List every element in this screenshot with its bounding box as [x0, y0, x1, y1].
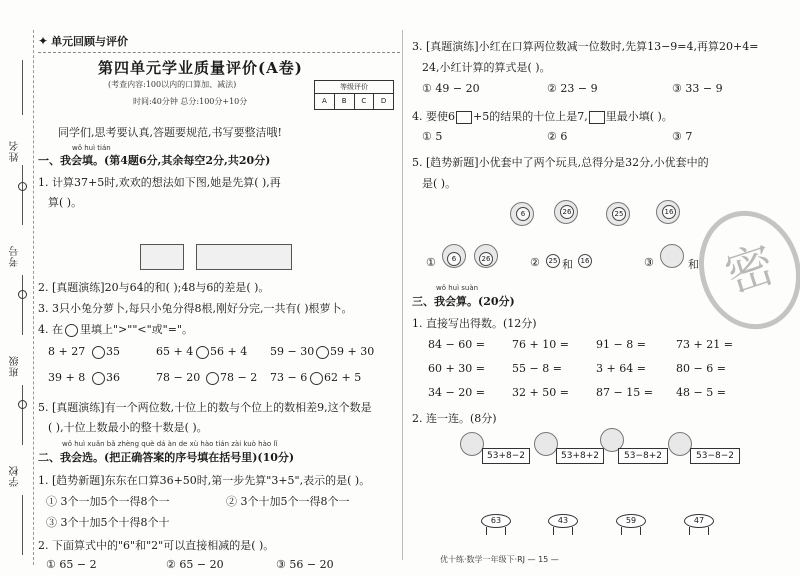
stool-target[interactable]: 47: [684, 514, 714, 528]
p2-q2[interactable]: 2. 下面算式中的"6"和"2"可以直接相减的是( )。: [38, 539, 275, 552]
stool-target[interactable]: 63: [481, 514, 511, 528]
binding-strip: [0, 0, 30, 575]
score-ball: 26: [560, 205, 574, 219]
equation[interactable]: 73 + 21 =: [676, 338, 733, 351]
pinyin: wǒ huì xuǎn bǎ zhèng què dá àn de xù hào tián zài kuò hào lǐ: [62, 440, 278, 448]
page-subtitle: (考查内容:100以内的口算加、减法): [108, 80, 237, 89]
equation[interactable]: 84 − 60 =: [428, 338, 485, 351]
star-icon: ✦: [38, 34, 49, 48]
p2-q2-option-3[interactable]: ③ 56 − 20: [276, 558, 334, 571]
r-q5-line-a[interactable]: 5. [趋势新题]小优套中了两个玩具,总得分是32分,小优套中的: [412, 156, 709, 169]
stool-leg: [640, 527, 641, 535]
stool-leg: [505, 527, 506, 535]
score-ball: 16: [578, 254, 592, 268]
equation[interactable]: 48 − 5 =: [676, 386, 726, 399]
stool-leg: [689, 527, 690, 535]
p2-q1-option-1[interactable]: ① 3个一加5个一得8个一: [46, 495, 170, 508]
box-blank[interactable]: [456, 111, 472, 124]
r-q5-option-1[interactable]: ①: [426, 256, 436, 269]
animal-picture: [534, 432, 558, 456]
equation[interactable]: 91 − 8 =: [596, 338, 646, 351]
cut-line: [33, 30, 34, 565]
margin-line: [22, 165, 23, 225]
score-ball: 16: [662, 205, 676, 219]
p2-q1[interactable]: 1. [趋势新题]东东在口算36+50时,第一步先算"3+5",表示的是( )。: [38, 474, 371, 487]
q4-line: 4. 在 里填上">""<"或"="。: [38, 323, 194, 336]
compare-circle[interactable]: [92, 346, 105, 359]
p2-q1-option-2[interactable]: ② 3个十加5个一得8个一: [226, 495, 350, 508]
divider: [38, 52, 400, 53]
r-q5-option-2[interactable]: ②: [530, 256, 540, 269]
box-blank[interactable]: [589, 111, 605, 124]
expression-card[interactable]: 53−8+2: [618, 448, 668, 464]
pinyin: wǒ huì tián: [72, 144, 111, 152]
r-q4-option-2[interactable]: ② 6: [547, 130, 568, 143]
compare-circle[interactable]: [310, 372, 323, 385]
stool-target[interactable]: 43: [548, 514, 578, 528]
equation[interactable]: 60 + 30 =: [428, 362, 485, 375]
p3-q1: 1. 直接写出得数。(12分): [412, 317, 537, 330]
time-info: 时间:40分钟 总分:100分+10分: [133, 97, 248, 106]
score-ball: 26: [479, 252, 493, 266]
r-q3-option-2[interactable]: ② 23 − 9: [547, 82, 598, 95]
margin-line: [22, 275, 23, 335]
toy-picture: [660, 244, 684, 268]
grade-cell-d[interactable]: D: [380, 97, 387, 105]
binding-ring: [18, 400, 27, 409]
r-q5-line-b[interactable]: 是( )。: [422, 177, 457, 190]
grade-cell-c[interactable]: C: [355, 94, 375, 110]
class-label: 班级: [10, 355, 21, 377]
section-tag: [38, 32, 128, 50]
part3-heading: 三、我会算。(20分): [412, 295, 515, 308]
animal-picture: [460, 432, 484, 456]
score-ball: 25: [546, 254, 560, 268]
stool-leg: [708, 527, 709, 535]
p2-q1-option-3[interactable]: ③ 3个十加5个十得8个十: [46, 516, 170, 529]
q1-line-b[interactable]: 算( )。: [48, 196, 83, 209]
part2-heading: 二、我会选。(把正确答案的序号填在括号里)(10分): [38, 451, 295, 464]
q5-line-b[interactable]: ( ),十位上数最小的整十数是( )。: [48, 421, 208, 434]
intro-text: 同学们,思考要认真,答题要规范,书写要整洁哦!: [58, 126, 282, 139]
grade-box: [314, 80, 394, 110]
compare-circle[interactable]: [196, 346, 209, 359]
equation[interactable]: 80 − 6 =: [676, 362, 726, 375]
section-tag-text: 单元回顾与评价: [51, 35, 129, 48]
circle-blank: [65, 324, 78, 337]
name-label: 姓名: [10, 140, 21, 162]
score-ball: 25: [612, 207, 626, 221]
stool-leg: [486, 527, 487, 535]
r-q5-option-3[interactable]: ③: [644, 256, 654, 269]
margin-line: [22, 385, 23, 445]
stool-target[interactable]: 59: [616, 514, 646, 528]
r-q3-line-b[interactable]: 24,小红计算的算式是( )。: [422, 61, 551, 74]
left-column: ✦ 单元回顾与评价 第四单元学业质量评价(A卷) (考查内容:100以内的口算加、减法) 时间:40分钟 总分:100分+10分 等级评价 A B C D 同学们,思考要认真,答题要规范,书写要整洁哦! wǒ huì tián 一、我会填。(第4题6分,其余每空2分,共20分) 1. 计算37+5时,欢欢的想法如下图,她是先算( ),再 算( )。 2. [真题演练]20与64的和( );48与6的差是( )。 3. 3只小兔分萝卜,每只小兔分得8根,刚好分完,一共有( )根萝卜。 4. 在 里填上">""<"或"="。 8 + 27 35 65 + 4 56 + 4 59 − 30 59 + 30 39 + 8 36 78 − 20 78 − 2 73 − 6 62 + 5 5. [真题演练]有一个两位数,十位上的数与个位上的数相差9,这个数是 ( ),十位上数最小的整十数是( )。 wǒ huì xuǎn bǎ zhèng què dá àn de xù hào tián zài kuò hào lǐ 二、我会选。(把正确答案的序号填在括号里)(10分) 1. [趋势新题]东东在口算36+50时,第一步先算"3+5",表示的是( )。 ① 3个一加5个一得8个一 ② 3个十加5个一得8个一 ③ 3个十加5个十得8个十 2. 下面算式中的"6"和"2"可以直接相减的是( )。 ① 65 − 2 ② 65 − 20 ③ 56 − 20: [38, 32, 400, 562]
and-label: 和: [688, 258, 699, 271]
exam-number-label: 考号: [10, 245, 21, 267]
child-picture: [668, 432, 692, 456]
counting-rods-picture: [140, 244, 184, 270]
q2-line[interactable]: 2. [真题演练]20与64的和( );48与6的差是( )。: [38, 281, 270, 294]
score-ball: 6: [516, 207, 530, 221]
score-ball: 6: [447, 252, 461, 266]
q5-line-a[interactable]: 5. [真题演练]有一个两位数,十位上的数与个位上的数相差9,这个数是: [38, 401, 372, 414]
column-divider: [402, 30, 403, 560]
page-title: 第四单元学业质量评价(A卷): [98, 59, 303, 77]
counting-sticks-picture: [196, 244, 292, 270]
binding-ring: [18, 290, 27, 299]
p3-q2: 2. 连一连。(8分): [412, 412, 497, 425]
school-label: 学校: [10, 465, 21, 487]
p2-q2-option-2[interactable]: ② 65 − 20: [166, 558, 224, 571]
page-footer: 优十练·数学一年级下·RJ — 15 —: [440, 555, 559, 564]
pinyin: wǒ huì suàn: [436, 284, 479, 292]
expression-card[interactable]: 53−8−2: [690, 448, 740, 464]
margin-line: [22, 495, 23, 555]
grade-head: 等级评价: [315, 81, 393, 94]
r-q4-line[interactable]: 4. 要使6 +5的结果的十位上是7, 里最小填( )。: [412, 110, 673, 123]
grade-cell-a[interactable]: A: [315, 94, 335, 110]
stool-leg: [553, 527, 554, 535]
p2-q2-option-1[interactable]: ① 65 − 2: [46, 558, 97, 571]
equation[interactable]: 55 − 8 =: [512, 362, 562, 375]
and-label: 和: [562, 258, 573, 271]
stool-leg: [621, 527, 622, 535]
equation[interactable]: 32 + 50 =: [512, 386, 569, 399]
compare-circle[interactable]: [316, 346, 329, 359]
stool-leg: [572, 527, 573, 535]
q3-line[interactable]: 3. 3只小兔分萝卜,每只小兔分得8根,刚好分完,一共有( )根萝卜。: [38, 302, 353, 315]
r-q3-option-3[interactable]: ③ 33 − 9: [672, 82, 723, 95]
compare-circle[interactable]: [206, 372, 219, 385]
r-q3-line-a[interactable]: 3. [真题演练]小红在口算两位数减一位数时,先算13−9=4,再算20+4=: [412, 40, 759, 53]
equation[interactable]: 3 + 64 =: [596, 362, 646, 375]
r-q3-option-1[interactable]: ① 49 − 20: [422, 82, 480, 95]
r-q4-option-3[interactable]: ③ 7: [672, 130, 693, 143]
q1-line-a[interactable]: 1. 计算37+5时,欢欢的想法如下图,她是先算( ),再: [38, 176, 281, 189]
r-q4-option-1[interactable]: ① 5: [422, 130, 443, 143]
grade-cell-b[interactable]: B: [335, 94, 355, 110]
confidential-seal: 密: [684, 197, 800, 342]
margin-line: [22, 60, 23, 115]
expression-card[interactable]: 53+8+2: [556, 448, 604, 464]
compare-circle[interactable]: [92, 372, 105, 385]
equation[interactable]: 34 − 20 =: [428, 386, 485, 399]
equation[interactable]: 87 − 15 =: [596, 386, 653, 399]
equation[interactable]: 76 + 10 =: [512, 338, 569, 351]
part1-heading: 一、我会填。(第4题6分,其余每空2分,共20分): [38, 154, 271, 167]
binding-ring: [18, 182, 27, 191]
expression-card[interactable]: 53+8−2: [482, 448, 530, 464]
